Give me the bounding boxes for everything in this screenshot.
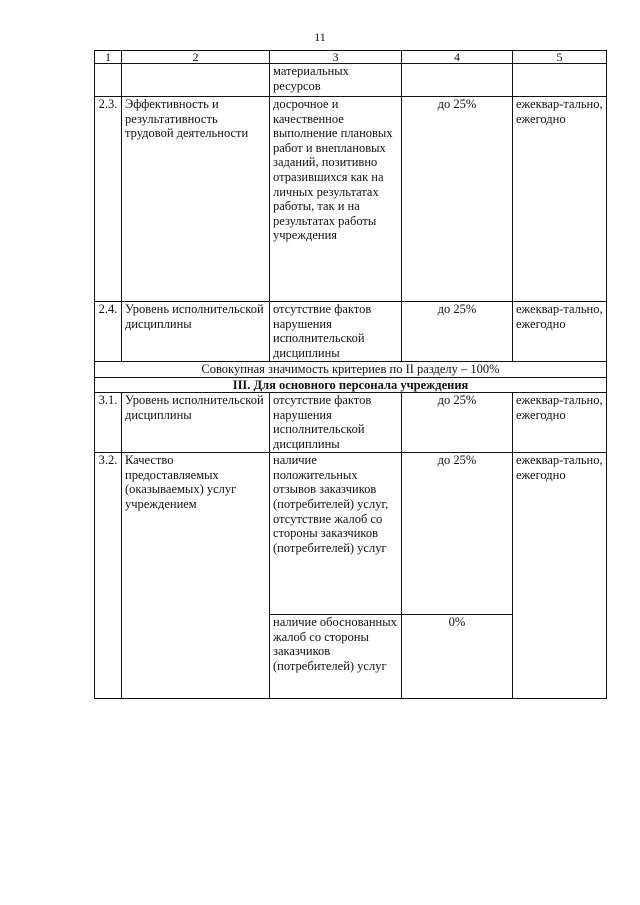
criterion-period: ежеквар-тально, ежегодно: [513, 393, 607, 453]
criterion-name: Уровень исполнительской дисциплины: [122, 302, 270, 362]
criterion-value: до 25%: [402, 393, 513, 453]
table-header-row: [95, 51, 607, 64]
header-col-1: 1: [95, 51, 122, 64]
header-col-2: 2: [122, 51, 270, 64]
criterion-name: Уровень исполнительской дисциплины: [122, 393, 270, 453]
table-row: [95, 393, 607, 453]
page-number: 11: [314, 30, 326, 44]
criterion-name: Качество предоставляемых (оказываемых) услуг учреждением: [122, 453, 270, 699]
criterion-condition: отсутствие фактов нарушения исполнительской дисциплины: [270, 302, 402, 362]
criterion-value: до 25%: [402, 453, 513, 615]
header-col-4: 4: [402, 51, 513, 64]
row-number: 3.2.: [95, 453, 122, 699]
section-total: Совокупная значимость критериев по II разделу – 100%: [95, 362, 607, 378]
criterion-value: [402, 64, 513, 97]
criterion-period: ежеквар-тально, ежегодно: [513, 97, 607, 302]
section-heading-row: [95, 377, 607, 393]
section-heading: III. Для основного персонала учреждения: [95, 377, 607, 393]
row-number: 2.3.: [95, 97, 122, 302]
criterion-period: ежеквар-тально, ежегодно: [513, 453, 607, 699]
criterion-period: ежеквар-тально, ежегодно: [513, 302, 607, 362]
row-number: 3.1.: [95, 393, 122, 453]
criterion-condition: наличие положительных отзывов заказчиков (потребителей) услуг, отсутствие жалоб со стороны заказчиков (потребителей) услуг: [270, 453, 402, 615]
table-row: [95, 302, 607, 362]
criterion-condition: отсутствие фактов нарушения исполнительской дисциплины: [270, 393, 402, 453]
criterion-condition: материальных ресурсов: [270, 64, 402, 97]
criterion-period: [513, 64, 607, 97]
criteria-table: [94, 50, 607, 699]
row-number: [95, 64, 122, 97]
criterion-value: 0%: [402, 615, 513, 699]
section-total-row: [95, 362, 607, 378]
table-row: [95, 97, 607, 302]
criterion-value: до 25%: [402, 97, 513, 302]
header-col-5: 5: [513, 51, 607, 64]
criterion-name: [122, 64, 270, 97]
criterion-condition: наличие обоснованных жалоб со стороны заказчиков (потребителей) услуг: [270, 615, 402, 699]
criterion-name: Эффективность и результативность трудовой деятельности: [122, 97, 270, 302]
criterion-condition: досрочное и качественное выполнение плановых работ и внеплановых заданий, позитивно отразившихся как на личных результатах работы, так и на результатах работы учреждения: [270, 97, 402, 302]
row-number: 2.4.: [95, 302, 122, 362]
table-row: [95, 453, 607, 615]
header-col-3: 3: [270, 51, 402, 64]
criterion-value: до 25%: [402, 302, 513, 362]
table-row: [95, 64, 607, 97]
